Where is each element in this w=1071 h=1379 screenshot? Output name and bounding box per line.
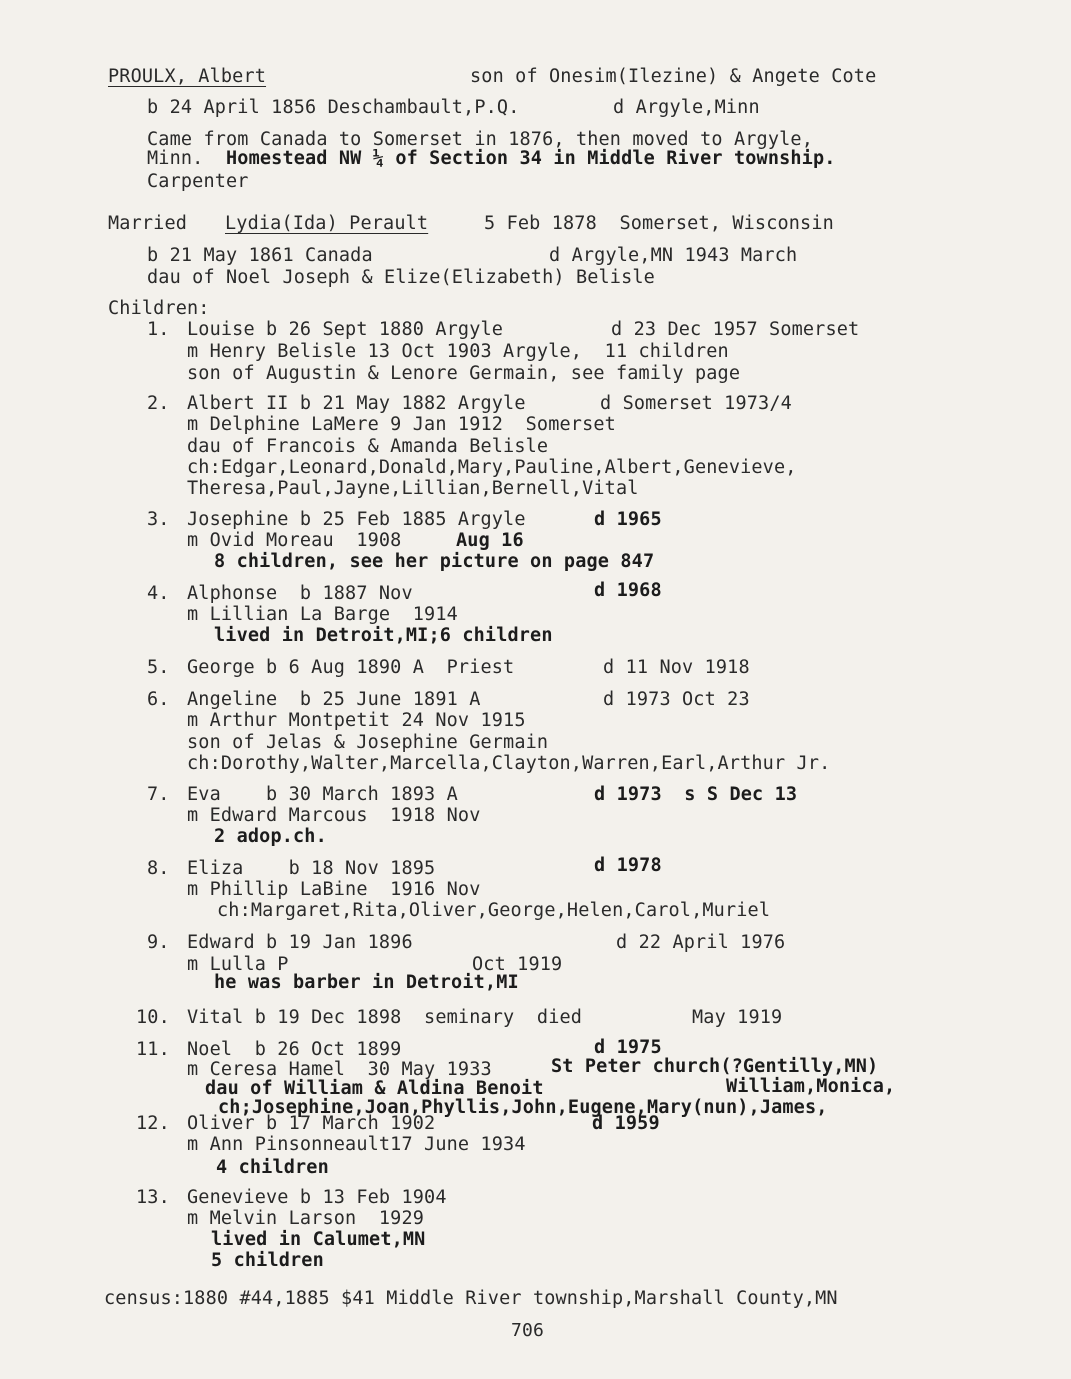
child-line: Louise b 26 Sept 1880 Argyle <box>187 319 504 340</box>
child-line: Genevieve b 13 Feb 1904 <box>187 1187 447 1208</box>
child-line: dau of Francois & Amanda Belisle <box>187 436 549 457</box>
birth-line: b 24 April 1856 Deschambault,P.Q. <box>147 97 520 118</box>
child-line: d 23 Dec 1957 Somerset <box>611 319 860 340</box>
child-line: 5 children <box>211 1250 324 1271</box>
child-number: 13. <box>136 1187 170 1208</box>
child-line: ch:Margaret,Rita,Oliver,George,Helen,Carol,Muriel <box>217 900 771 921</box>
child-line: Oct 1919 <box>472 954 563 975</box>
child-line: Eliza b 18 Nov 1895 <box>187 858 436 879</box>
marriage-date-place: 5 Feb 1878 Somerset, Wisconsin <box>484 213 834 234</box>
census-line: census:1880 #44,1885 $41 Middle River township,Marshall County,MN <box>104 1288 838 1309</box>
child-number: 1. <box>147 319 170 340</box>
child-line: Theresa,Paul,Jayne,Lillian,Bernell,Vital <box>187 478 639 499</box>
child-line: ch:Edgar,Leonard,Donald,Mary,Pauline,Albert,Genevieve, <box>187 457 797 478</box>
child-line: Aug 16 <box>456 530 524 551</box>
child-line: Oliver b 17 March 1902 <box>187 1113 436 1134</box>
child-line: Edward b 19 Jan 1896 <box>187 932 413 953</box>
bio-line-3: Carpenter <box>147 171 249 192</box>
child-line: Angeline b 25 June 1891 A <box>187 689 481 710</box>
child-line: Albert II b 21 May 1882 Argyle <box>187 393 526 414</box>
spouse-birth: b 21 May 1861 Canada <box>147 245 373 266</box>
child-line: d 1968 <box>594 580 662 601</box>
child-line: Noel b 26 Oct 1899 <box>187 1039 402 1060</box>
child-number: 7. <box>147 784 170 805</box>
child-line: dau of William & Aldina Benoit <box>205 1078 544 1099</box>
child-line: d 1973 Oct 23 <box>603 689 750 710</box>
bio-line-2a: Minn. <box>147 148 204 169</box>
child-line: George b 6 Aug 1890 A Priest <box>187 657 515 678</box>
spouse-parents: dau of Noel Joseph & Elize(Elizabeth) Belisle <box>147 267 655 288</box>
child-number: 2. <box>147 393 170 414</box>
child-line: m Phillip LaBine 1916 Nov <box>187 879 481 900</box>
child-number: 8. <box>147 858 170 879</box>
spouse-name: Lydia(Ida) Perault <box>225 213 429 234</box>
spouse-death: d Argyle,MN 1943 March <box>549 245 798 266</box>
child-line: m Henry Belisle 13 Oct 1903 Argyle, 11 children <box>187 341 729 362</box>
child-line: m Ovid Moreau 1908 <box>187 530 402 551</box>
person-name: PROULX, Albert <box>108 66 267 87</box>
child-line: m Ann Pinsonneault17 June 1934 <box>187 1134 526 1155</box>
page-number: 706 <box>511 1320 544 1341</box>
child-line: William,Monica, <box>726 1076 896 1097</box>
child-line: Vital b 19 Dec 1898 seminary died <box>187 1007 583 1028</box>
child-number: 10. <box>136 1007 170 1028</box>
child-line: d 1978 <box>594 855 662 876</box>
death-line: d Argyle,Minn <box>613 97 760 118</box>
child-number: 9. <box>147 932 170 953</box>
parents-line: son of Onesim(Ilezine) & Angete Cote <box>470 66 877 87</box>
married-label: Married <box>108 213 188 234</box>
child-line: Josephine b 25 Feb 1885 Argyle <box>187 509 526 530</box>
bio-line-1: Came from Canada to Somerset in 1876, then moved to Argyle, <box>147 129 813 150</box>
child-number: 5. <box>147 657 170 678</box>
child-number: 3. <box>147 509 170 530</box>
child-line: 2 adop.ch. <box>214 826 327 847</box>
child-line: 8 children, see her picture on page 847 <box>214 551 655 572</box>
child-line: d 11 Nov 1918 <box>603 657 750 678</box>
child-number: 6. <box>147 689 170 710</box>
child-line: he was barber in Detroit,MI <box>214 972 519 993</box>
bio-line-2b: Homestead NW ¼ of Section 34 in Middle River township. <box>226 148 836 169</box>
child-line: Eva b 30 March 1893 A <box>187 784 458 805</box>
child-line: m Ceresa Hamel 30 May 1933 <box>187 1059 492 1080</box>
child-line: ch:Dorothy,Walter,Marcella,Clayton,Warren,Earl,Arthur Jr. <box>187 753 831 774</box>
child-line: m Melvin Larson 1929 <box>187 1208 425 1229</box>
child-line: d 22 April 1976 <box>616 932 786 953</box>
child-line: Alphonse b 1887 Nov <box>187 583 413 604</box>
child-line: m Lillian La Barge 1914 <box>187 604 458 625</box>
child-line: d 1965 <box>594 509 662 530</box>
child-line: May 1919 <box>692 1007 783 1028</box>
child-number: 4. <box>147 583 170 604</box>
child-line: son of Augustin & Lenore Germain, see family page <box>187 363 741 384</box>
child-line: ch;Josephine,Joan,Phyllis,John,Eugene,Mary(nun),James, <box>218 1097 828 1118</box>
child-line: m Edward Marcous 1918 Nov <box>187 805 481 826</box>
child-line: 4 children <box>216 1157 329 1178</box>
child-line: d 1975 <box>594 1037 662 1058</box>
child-line: d 1959 <box>592 1113 660 1134</box>
child-line: m Arthur Montpetit 24 Nov 1915 <box>187 710 526 731</box>
child-line: d 1973 s S Dec 13 <box>594 784 798 805</box>
child-line: St Peter church(?Gentilly,MN) <box>551 1056 879 1077</box>
child-line: son of Jelas & Josephine Germain <box>187 732 549 753</box>
child-line: d Somerset 1973/4 <box>600 393 792 414</box>
child-line: m Lulla P <box>187 954 289 975</box>
children-label: Children: <box>108 298 210 319</box>
child-line: m Delphine LaMere 9 Jan 1912 Somerset <box>187 414 616 435</box>
child-number: 12. <box>136 1113 170 1134</box>
child-number: 11. <box>136 1039 170 1060</box>
child-line: lived in Calumet,MN <box>211 1229 426 1250</box>
child-line: lived in Detroit,MI;6 children <box>214 625 553 646</box>
